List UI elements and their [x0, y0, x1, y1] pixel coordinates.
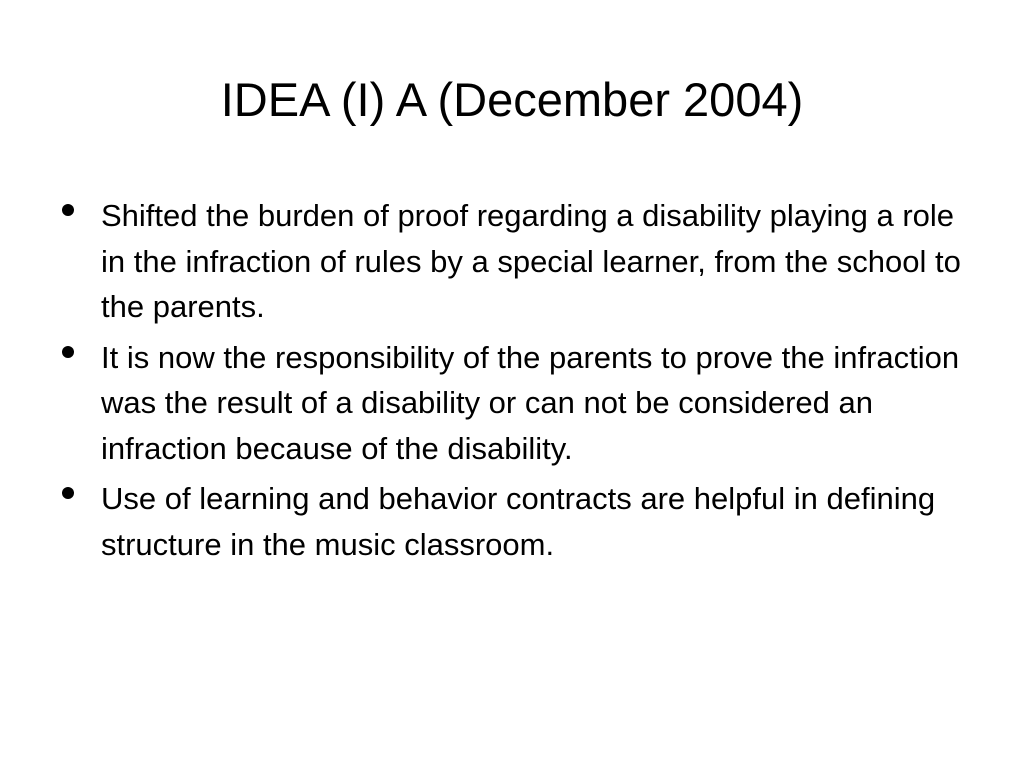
slide-title: IDEA (I) A (December 2004)	[220, 73, 804, 126]
bullet-text: Shifted the burden of proof regarding a disability playing a role in the infraction of rules by a special learner, from the school to the parents.	[101, 198, 961, 324]
bullet-dot-icon	[62, 204, 74, 216]
bullet-list	[58, 193, 968, 572]
bullet-item	[58, 193, 968, 330]
bullet-text: Use of learning and behavior contracts are helpful in defining structure in the music classroom.	[101, 481, 936, 562]
bullet-dot-icon	[62, 346, 74, 358]
bullet-dot-icon	[62, 487, 74, 499]
bullet-item	[58, 335, 968, 472]
bullet-item	[58, 476, 968, 567]
bullet-text: It is now the responsibility of the parents to prove the infraction was the result of a disability or can not be considered an infraction because of the disability.	[101, 339, 960, 466]
